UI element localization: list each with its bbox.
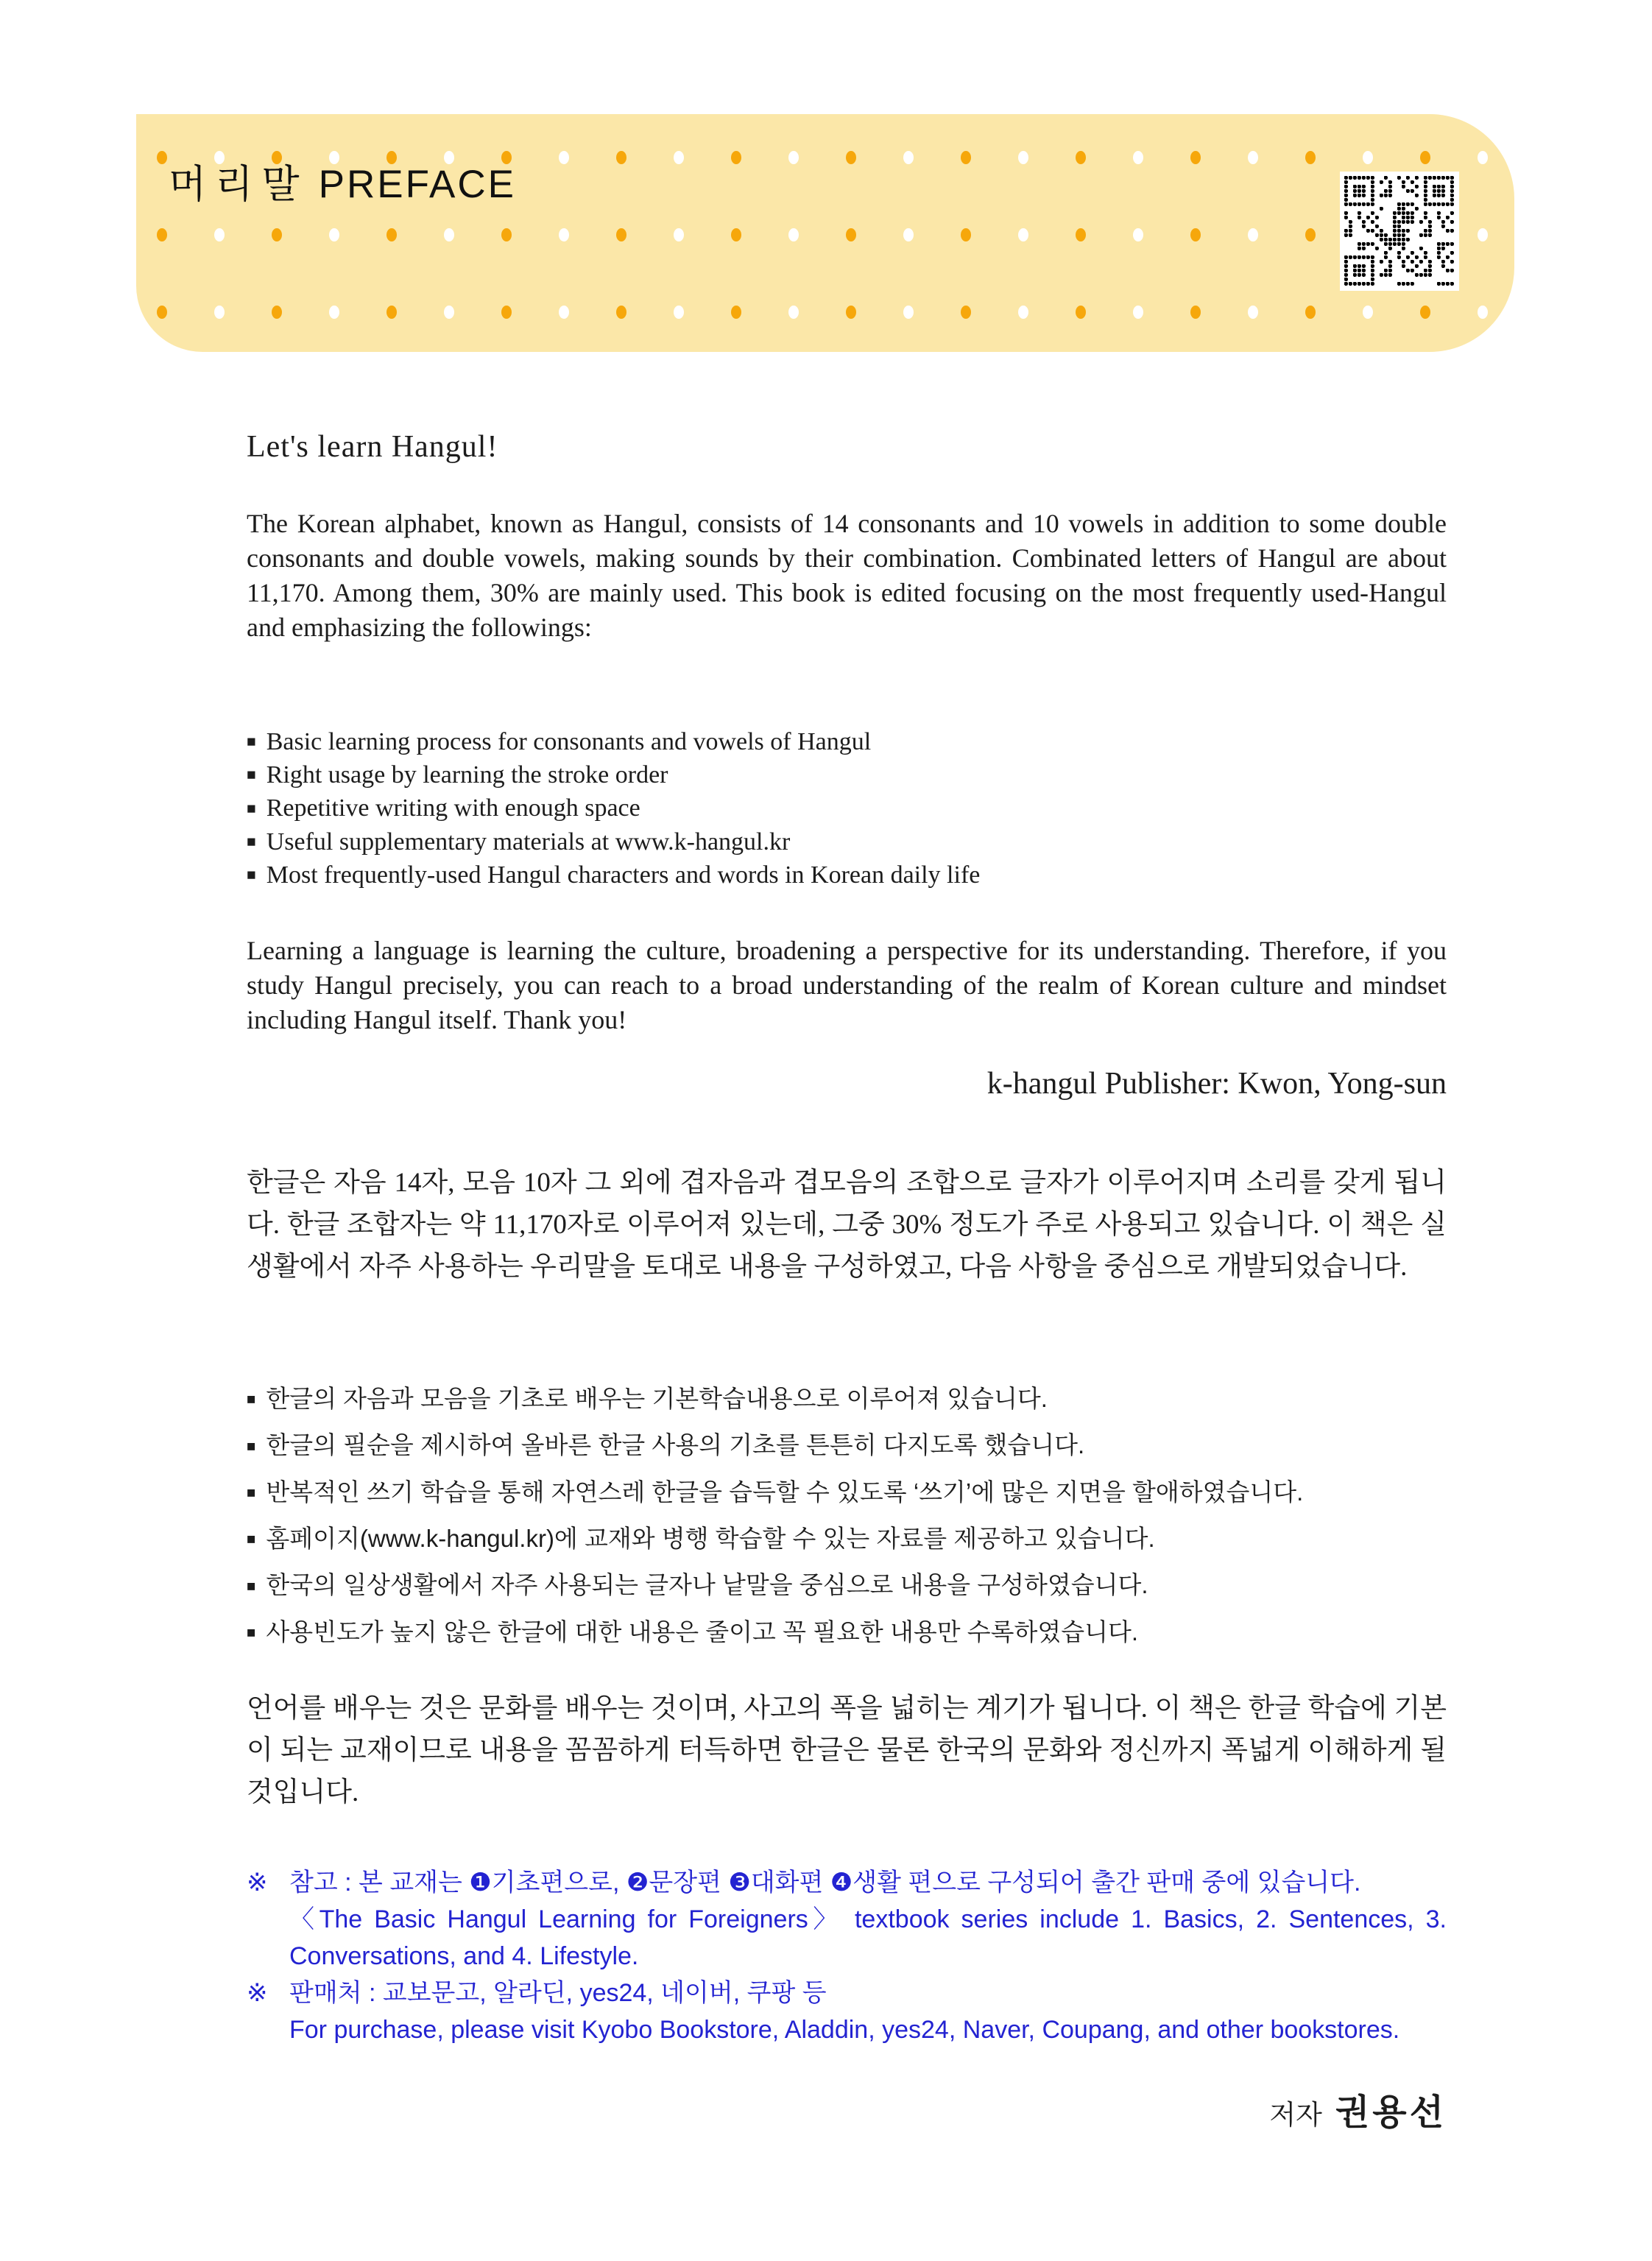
dot-icon <box>903 151 914 164</box>
square-bullet-icon: ■ <box>247 1484 256 1501</box>
english-bullet-list <box>247 725 1447 892</box>
list-item <box>247 1476 1447 1509</box>
dot-icon <box>272 228 282 241</box>
dot-icon <box>1248 228 1258 241</box>
dot-icon <box>846 228 856 241</box>
footnote-english: For purchase, please visit Kyobo Bookstore, Aladdin, yes24, Naver, Coupang, and other bookstores. <box>289 2016 1400 2044</box>
dot-icon <box>157 228 167 241</box>
dot-icon <box>1190 151 1201 164</box>
list-item-text: 반복적인 쓰기 학습을 통해 자연스레 한글을 습득할 수 있도록 ‘쓰기’에 많은 지면을 할애하였습니다. <box>266 1478 1304 1506</box>
dot-icon <box>1018 228 1028 241</box>
dot-icon <box>559 228 569 241</box>
reference-mark-icon: ※ <box>247 1979 268 2007</box>
intro-heading: Let's learn Hangul! <box>247 430 498 464</box>
footnote-purchase <box>247 1975 1447 2048</box>
list-item <box>247 758 1447 791</box>
author-label: 저자 <box>1269 2100 1322 2131</box>
list-item-text: 한글의 자음과 모음을 기초로 배우는 기본학습내용으로 이루어져 있습니다. <box>266 1385 1048 1412</box>
list-item <box>247 791 1447 825</box>
dot-icon <box>444 228 454 241</box>
dot-icon <box>157 151 167 164</box>
dot-icon <box>731 228 741 241</box>
dot-icon <box>1478 228 1488 241</box>
dot-icon <box>1133 306 1143 319</box>
dot-icon <box>214 228 225 241</box>
dot-icon <box>157 306 167 319</box>
dot-icon <box>674 228 684 241</box>
korean-paragraph-2: 언어를 배우는 것은 문화를 배우는 것이며, 사고의 폭을 넓히는 계기가 됩니다. 이 책은 한글 학습에 기본이 되는 교재이므로 내용을 꼼꼼하게 터득하면 한글은 물론 한국의 문화와 정신까지 폭넓게 이해하게 될 것입니다. <box>247 1693 1447 1807</box>
dot-icon <box>616 228 626 241</box>
list-item-text: 한국의 일상생활에서 자주 사용되는 글자나 낱말을 중심으로 내용을 구성하였습니다. <box>266 1571 1148 1599</box>
dot-icon <box>1248 151 1258 164</box>
dot-icon <box>616 306 626 319</box>
dot-icon <box>1076 228 1086 241</box>
reference-mark-icon: ※ <box>247 1869 268 1897</box>
dot-icon <box>386 306 397 319</box>
dot-icon <box>1363 151 1373 164</box>
dot-icon <box>903 306 914 319</box>
list-item <box>247 1429 1447 1462</box>
footnotes <box>247 1864 1447 2048</box>
square-bullet-icon: ■ <box>247 1577 256 1595</box>
intro-paragraph-1: The Korean alphabet, known as Hangul, consists of 14 consonants and 10 vowels in addition to some double consonants and double vowels, making sounds by their combination. Combinated letters of Hangul are about 11,170. Among them, 30% are mainly used. This book is edited focusing on the most frequently used-Hangul and emphasizing the followings: <box>247 509 1447 642</box>
square-bullet-icon: ■ <box>247 766 256 784</box>
dot-icon <box>1420 306 1430 319</box>
list-item <box>247 825 1447 858</box>
dot-icon <box>214 306 225 319</box>
square-bullet-icon: ■ <box>247 733 256 751</box>
dot-icon <box>961 151 971 164</box>
dot-icon <box>903 228 914 241</box>
korean-bullet-list <box>247 1383 1447 1662</box>
square-bullet-icon: ■ <box>247 866 256 884</box>
footnote-reference <box>247 1864 1447 1975</box>
dot-icon <box>731 306 741 319</box>
list-item <box>247 858 1447 892</box>
footnote-korean: 참고 : 본 교재는 ❶기초편으로, ❷문장편 ❸대화편 ❹생활 편으로 구성되어 출간 판매 중에 있습니다. <box>289 1869 1361 1897</box>
dot-icon <box>501 306 512 319</box>
dot-icon <box>1133 151 1143 164</box>
list-item-text: Basic learning process for consonants and vowels of Hangul <box>266 728 872 755</box>
dot-icon <box>1133 228 1143 241</box>
author-line <box>247 2084 1489 2134</box>
dot-icon <box>272 306 282 319</box>
page-title-korean: 머리말 <box>169 163 308 206</box>
dot-icon <box>1190 306 1201 319</box>
korean-paragraph-1: 한글은 자음 14자, 모음 10자 그 외에 겹자음과 겹모음의 조합으로 글자가 이루어지며 소리를 갖게 됩니다. 한글 조합자는 약 11,170자로 이루어져 있는데, 그중 30% 정도가 주로 사용되고 있습니다. 이 책은 실생활에서 자주 사용하는 우리말을 토대로 내용을 구성하였고, 다음 사항을 중심으로 개발되었습니다. <box>247 1168 1447 1282</box>
dot-icon <box>1018 306 1028 319</box>
square-bullet-icon: ■ <box>247 799 256 817</box>
list-item-text: Useful supplementary materials at www.k-hangul.kr <box>266 828 791 856</box>
dot-icon <box>846 306 856 319</box>
list-item <box>247 1523 1447 1556</box>
list-item-text: Right usage by learning the stroke order <box>266 761 668 789</box>
preface-banner <box>136 114 1514 352</box>
list-item <box>247 725 1447 758</box>
page-title-english: PREFACE <box>318 163 517 206</box>
dot-icon <box>559 151 569 164</box>
dot-icon <box>559 306 569 319</box>
dot-icon <box>329 228 339 241</box>
dot-icon <box>674 151 684 164</box>
square-bullet-icon: ■ <box>247 1623 256 1641</box>
dot-icon <box>1305 151 1316 164</box>
square-bullet-icon: ■ <box>247 832 256 850</box>
dot-icon <box>1420 151 1430 164</box>
publisher-line: k-hangul Publisher: Kwon, Yong-sun <box>986 1067 1447 1101</box>
dot-icon <box>961 228 971 241</box>
page-title <box>169 163 516 207</box>
dot-icon <box>674 306 684 319</box>
dot-icon <box>961 306 971 319</box>
dot-icon <box>1363 306 1373 319</box>
list-item <box>247 1383 1447 1416</box>
list-item-text: Most frequently-used Hangul characters and words in Korean daily life <box>266 861 981 889</box>
dot-icon <box>788 151 799 164</box>
dot-icon <box>1305 228 1316 241</box>
list-item <box>247 1569 1447 1602</box>
intro-paragraph-2: Learning a language is learning the culture, broadening a perspective for its understanding. Therefore, if you study Hangul precisely, you can reach to a broad understanding of the realm of Korean culture and mindset including Hangul itself. Thank you! <box>247 936 1447 1034</box>
list-item-text: 한글의 필순을 제시하여 올바른 한글 사용의 기초를 튼튼히 다지도록 했습니다. <box>266 1431 1085 1459</box>
qr-code-icon <box>1340 172 1459 291</box>
dot-icon <box>386 228 397 241</box>
dot-icon <box>788 306 799 319</box>
dot-icon <box>846 151 856 164</box>
dot-icon <box>788 228 799 241</box>
square-bullet-icon: ■ <box>247 1391 256 1408</box>
dot-icon <box>1190 228 1201 241</box>
square-bullet-icon: ■ <box>247 1531 256 1548</box>
dot-icon <box>731 151 741 164</box>
dot-icon <box>1305 306 1316 319</box>
square-bullet-icon: ■ <box>247 1437 256 1455</box>
dot-icon <box>444 306 454 319</box>
list-item-text: Repetitive writing with enough space <box>266 794 640 822</box>
footnote-english: 〈The Basic Hangul Learning for Foreigners〉 textbook series include 1. Basics, 2. Sentences, 3. Conversations, and 4. Lifestyle. <box>289 1905 1447 1970</box>
dot-icon <box>1076 306 1086 319</box>
dot-icon <box>1478 151 1488 164</box>
footnote-korean: 판매처 : 교보문고, 알라딘, yes24, 네이버, 쿠팡 등 <box>289 1979 827 2007</box>
list-item <box>247 1616 1447 1649</box>
dot-icon <box>501 228 512 241</box>
dot-icon <box>1478 306 1488 319</box>
dot-icon <box>329 306 339 319</box>
list-item-text: 홈페이지(www.k-hangul.kr)에 교재와 병행 학습할 수 있는 자료를 제공하고 있습니다. <box>266 1524 1155 1552</box>
dot-icon <box>1248 306 1258 319</box>
dot-icon <box>616 151 626 164</box>
dot-icon <box>1018 151 1028 164</box>
dot-icon <box>1076 151 1086 164</box>
author-name: 권용선 <box>1335 2093 1447 2132</box>
list-item-text: 사용빈도가 높지 않은 한글에 대한 내용은 줄이고 꼭 필요한 내용만 수록하였습니다. <box>266 1618 1139 1646</box>
